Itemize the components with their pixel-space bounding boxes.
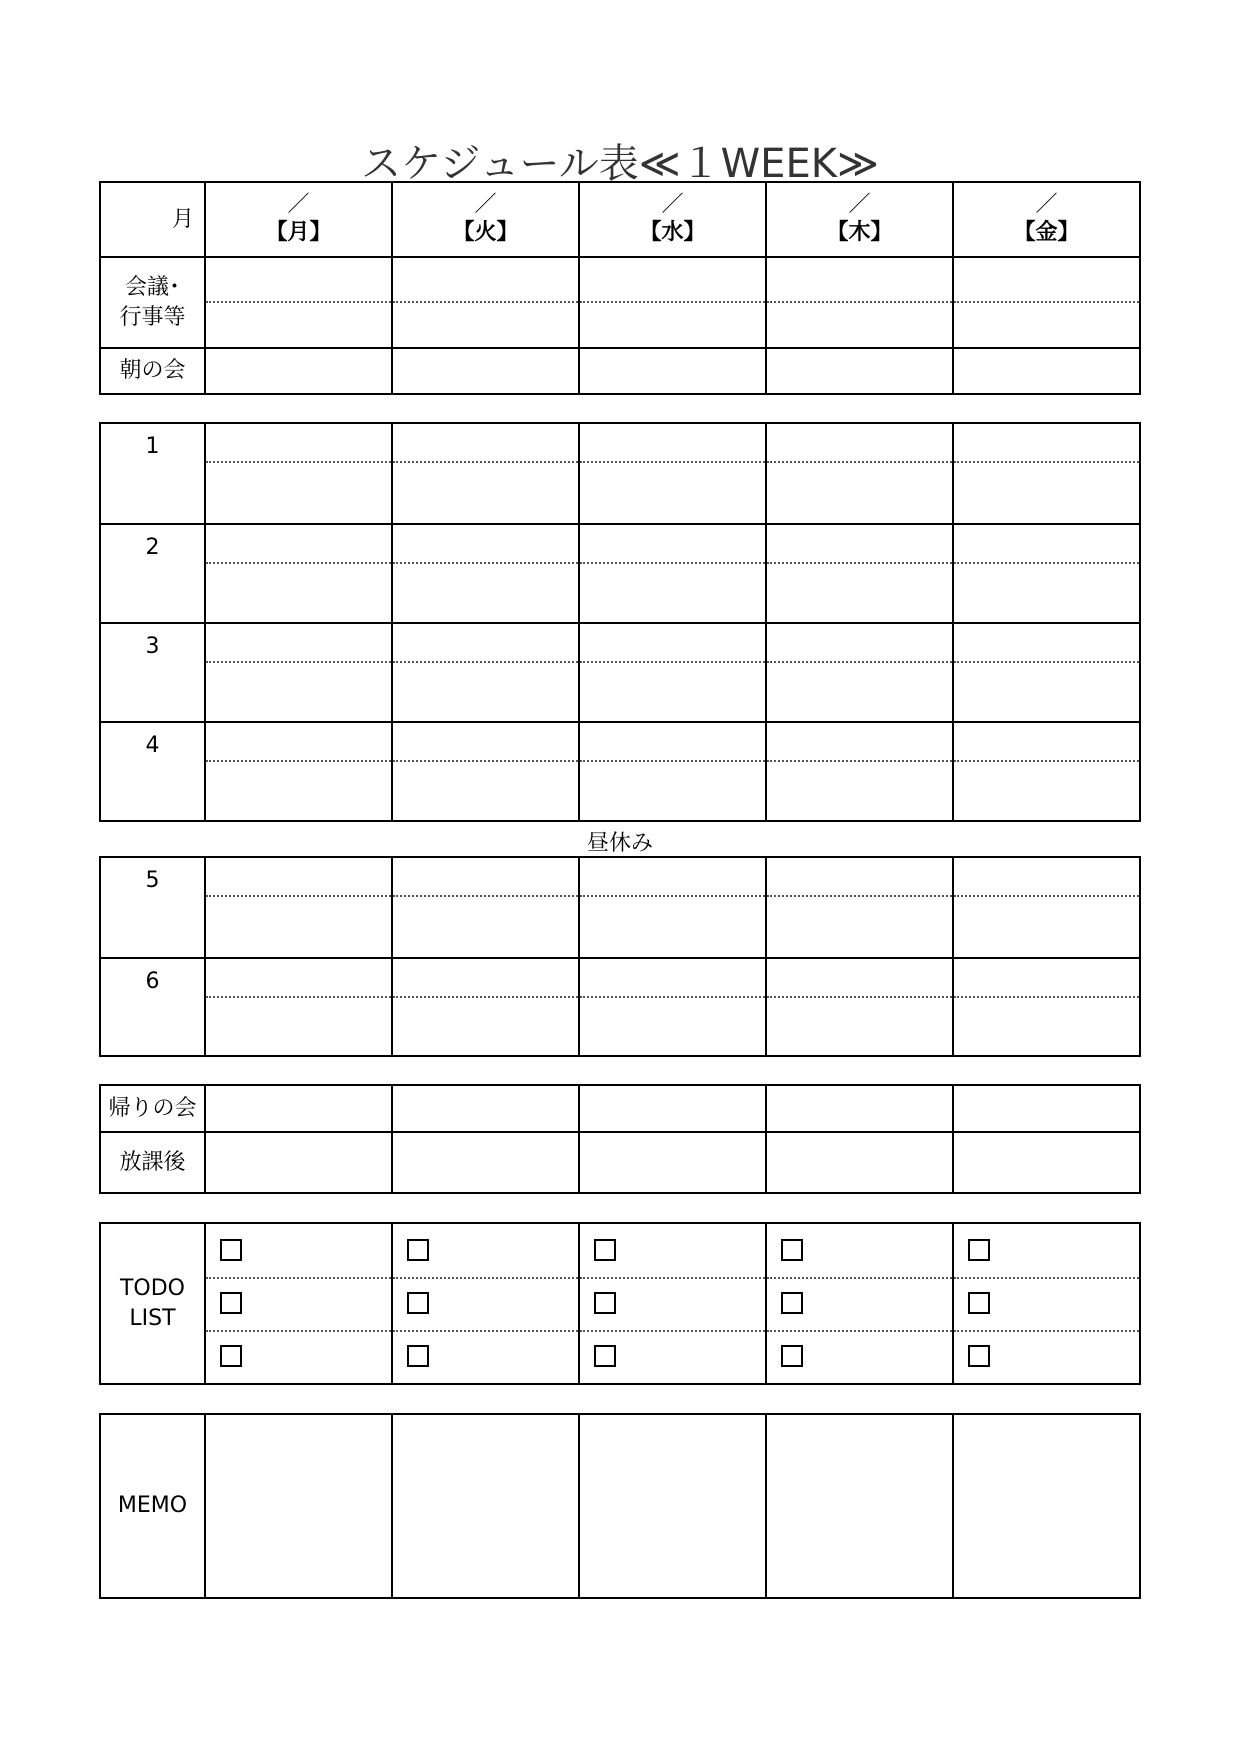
period-cell[interactable] [580,424,767,523]
checkbox-icon[interactable] [781,1239,803,1261]
period-cell[interactable] [393,959,580,1055]
meetings-cell[interactable] [767,258,954,347]
checkbox-icon[interactable] [781,1292,803,1314]
period-cell[interactable] [206,624,393,721]
period-row [101,622,1139,721]
checkbox-icon[interactable] [594,1292,616,1314]
checkbox-icon[interactable] [968,1292,990,1314]
period-cell[interactable] [767,624,954,721]
homeroom-cell[interactable] [954,1086,1139,1131]
month-label: 月 [101,183,206,256]
checkbox-icon[interactable] [220,1239,242,1261]
period-cell[interactable] [580,723,767,820]
period-row [101,424,1139,523]
meetings-cell[interactable] [393,258,580,347]
homeroom-cell[interactable] [580,1086,767,1131]
checkbox-icon[interactable] [407,1345,429,1367]
period-cell[interactable] [954,858,1139,957]
meetings-cell[interactable] [580,258,767,347]
checkbox-icon[interactable] [594,1239,616,1261]
period-cell[interactable] [393,525,580,622]
checkbox-icon[interactable] [968,1239,990,1261]
after-school-cell[interactable] [206,1133,393,1192]
todo-cell-thu [767,1224,954,1383]
period-row [101,858,1139,957]
morning-cell[interactable] [954,349,1139,393]
period-cell[interactable] [206,723,393,820]
morning-cell[interactable] [767,349,954,393]
checkbox-icon[interactable] [407,1239,429,1261]
period-label: 5 [101,858,206,957]
meetings-label: 会議･ 行事等 [101,258,206,347]
homeroom-cell[interactable] [767,1086,954,1131]
periods-morning-block [99,422,1141,822]
todo-label: TODO LIST [101,1224,206,1383]
after-school-cell[interactable] [393,1133,580,1192]
homeroom-cell[interactable] [393,1086,580,1131]
period-cell[interactable] [580,959,767,1055]
meetings-cell[interactable] [206,258,393,347]
checkbox-icon[interactable] [781,1345,803,1367]
period-cell[interactable] [206,959,393,1055]
period-row [101,721,1139,820]
period-cell[interactable] [767,959,954,1055]
period-cell[interactable] [954,723,1139,820]
period-cell[interactable] [767,858,954,957]
memo-cell[interactable] [393,1415,580,1597]
period-cell[interactable] [580,858,767,957]
checkbox-icon[interactable] [220,1292,242,1314]
meetings-row [101,256,1139,347]
period-cell[interactable] [954,959,1139,1055]
day-header-tue: ／ 【火】 [393,183,580,256]
morning-cell[interactable] [580,349,767,393]
morning-cell[interactable] [393,349,580,393]
period-label: 4 [101,723,206,820]
period-cell[interactable] [393,624,580,721]
period-cell[interactable] [954,424,1139,523]
after-school-row [101,1131,1139,1192]
period-cell[interactable] [767,525,954,622]
period-label: 2 [101,525,206,622]
periods-afternoon-block [99,856,1141,1057]
period-cell[interactable] [954,525,1139,622]
day-header-thu: ／ 【木】 [767,183,954,256]
memo-cell[interactable] [580,1415,767,1597]
memo-cell[interactable] [206,1415,393,1597]
end-of-day-block [99,1084,1141,1194]
period-cell[interactable] [767,424,954,523]
todo-row [101,1224,1139,1383]
todo-cell-fri [954,1224,1139,1383]
homeroom-label: 帰りの会 [101,1086,206,1131]
memo-label: MEMO [101,1415,206,1597]
checkbox-icon[interactable] [594,1345,616,1367]
period-cell[interactable] [206,424,393,523]
period-label: 1 [101,424,206,523]
period-cell[interactable] [393,858,580,957]
period-cell[interactable] [580,624,767,721]
day-header-fri: ／ 【金】 [1013,191,1080,245]
after-school-label: 放課後 [101,1133,206,1192]
morning-label: 朝の会 [101,349,206,393]
todo-cell-mon [206,1224,393,1383]
day-header-wed: ／ 【水】 [580,183,767,256]
period-cell[interactable] [206,858,393,957]
period-label: 3 [101,624,206,721]
day-header-mon: ／ 【月】 [206,183,393,256]
memo-cell[interactable] [954,1415,1139,1597]
after-school-cell[interactable] [767,1133,954,1192]
checkbox-icon[interactable] [220,1345,242,1367]
period-cell[interactable] [393,723,580,820]
period-row [101,957,1139,1055]
homeroom-row [101,1086,1139,1131]
todo-cell-tue [393,1224,580,1383]
page-title: スケジュール表≪１WEEK≫ [361,141,879,187]
morning-cell[interactable] [206,349,393,393]
checkbox-icon[interactable] [968,1345,990,1367]
period-row [101,523,1139,622]
header-block [99,181,1141,395]
todo-cell-wed [580,1224,767,1383]
todo-block [99,1222,1141,1385]
meetings-cell[interactable] [954,258,1139,347]
period-cell[interactable] [393,424,580,523]
period-cell[interactable] [580,525,767,622]
memo-cell[interactable] [767,1415,954,1597]
period-cell[interactable] [206,525,393,622]
lunch-break-label: 昼休み [586,831,653,856]
period-label: 6 [101,959,206,1055]
after-school-cell[interactable] [580,1133,767,1192]
morning-row [101,347,1139,393]
memo-row [101,1415,1139,1597]
period-cell[interactable] [954,624,1139,721]
checkbox-icon[interactable] [407,1292,429,1314]
day-header-row [101,183,1139,256]
memo-block [99,1413,1141,1599]
after-school-cell[interactable] [954,1133,1139,1192]
homeroom-cell[interactable] [206,1086,393,1131]
period-cell[interactable] [767,723,954,820]
